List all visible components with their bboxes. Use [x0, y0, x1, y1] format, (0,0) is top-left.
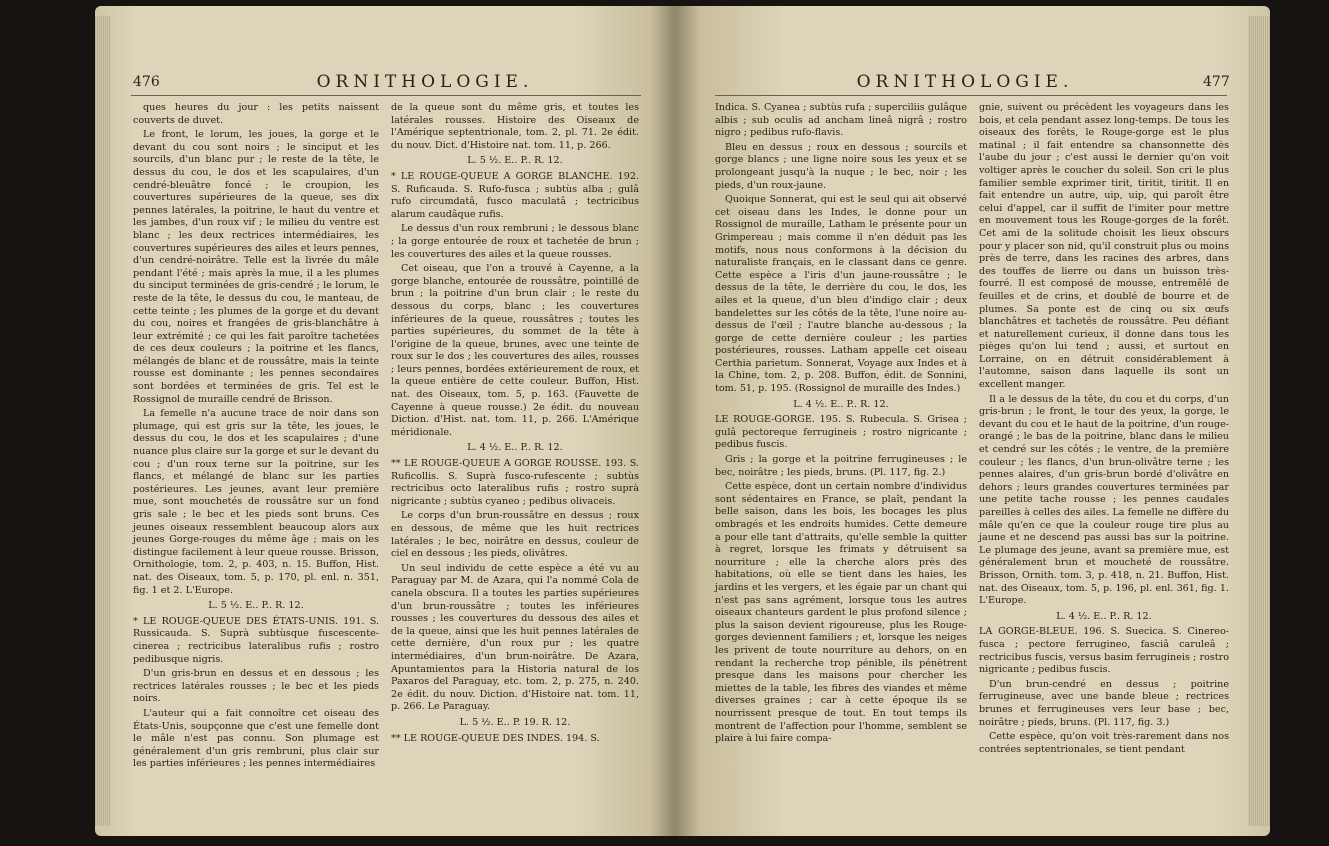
left-page-edges — [95, 16, 111, 826]
species-heading: * LE ROUGE-QUEUE DES ÉTATS-UNIS. 191. S. Russicauda. S. Suprà subtùsque fuscescente-cinerea ; rectricibus lateralibus rufis ; rostro pedibusque nigris. — [133, 615, 379, 665]
paragraph: de la queue sont du même gris, et toutes les latérales rousses. Histoire des Oiseaux de l'Amérique septentrionale, tom. 2, pl. 71. 2e édit. du nouv. Dict. d'Histoire nat. tom. 11, p. 266. — [391, 102, 639, 151]
paragraph: La femelle n'a aucune trace de noir dans son plumage, qui est gris sur la tête, les joues, le dessus du cou, le dos et les scapulaires ; d'une nuance plus claire sur la gorge et sur le devant du cou ; d'un roux terne sur la poitrine, sur les flancs, et mélangé de blanc sur les parties postérieures. Les jeunes, avant leur première mue, sont mouchetés de roussâtre sur un fond gris sale ; le bec et les pieds sont bruns. Ces jeunes oiseaux ressemblent beaucoup alors aux jeunes Gorge-rouges du même âge ; mais on les distingue facilement à leur queue rousse. Brisson, Ornithologie, tom. 2, p. 403, n. 15. Buffon, Hist. nat. des Oiseaux, tom. 5, p. 170, pl. enl. n. 351, fig. 1 et 2. L'Europe. — [133, 408, 379, 596]
right-page-edges — [1248, 16, 1270, 826]
paragraph: Indica. S. Cyanea ; subtùs rufa ; superciliis gulâque albis ; sub oculis ad ancham lineâ nigrâ ; rostro nigro ; pedibus rufo-flavis. — [715, 102, 967, 139]
paragraph: Cette espèce, qu'on voit très-rarement dans nos contrées septentrionales, se tient pendant — [979, 731, 1229, 755]
paragraph: Le corps d'un brun-roussâtre en dessus ; roux en dessous, de même que les huit rectrices latérales ; le bec, noirâtre en dessus, couleur de ciel en dessous ; les pieds, olivâtres. — [391, 510, 639, 560]
paragraph: D'un brun-cendré en dessus ; poitrine ferrugineuse, avec une bande bleue ; rectrices brunes et ferrugineuses vers leur base ; bec, noirâtre ; pieds, bruns. (Pl. 117, fig. 3.) — [979, 678, 1229, 728]
paragraph: gnie, suivent ou précèdent les voyageurs dans les bois, et cela pendant assez long-temps. De tous les oiseaux des forêts, le Rouge-gorge est le plus matinal ; il fait entendre sa chansonnette dès l'aube du jour ; c'est aussi le dernier qu'on voit voltiger après le coucher du soleil. Son cri le plus familier semble exprimer tirit, tiritit, tiritit. Il en fait entendre un autre, uip, uip, qui paroît être celui d'appel, car il suffit de l'imiter pour mettre en mouvement tous les Rouge-gorges de la forêt. Cet ami de la solitude choisit les lieux obscurs pour y placer son nid, qu'il construit plus ou moins près de terre, dans les racines des arbres, dans des touffes de lierre ou dans un buisson très-fourré. Il est composé de mousse, entremêlé de feuilles et de crins, et doublé de bourre et de plumes. Sa ponte est de cinq ou six œufs blanchâtres et tachetés de roussâtre. Peu défiant et naturellement curieux, il donne dans tous les pièges qu'on lui tend ; aussi, et surtout en Lorraine, on en détruit considérablement à l'automne, saison dans laquelle ils sont un excellent manger. — [979, 102, 1229, 391]
running-head-right: ORNITHOLOGIE. — [856, 72, 1074, 92]
paragraph: Quoique Sonnerat, qui est le seul qui ait observé cet oiseau dans les Indes, le donne pour un Rossignol de muraille, Latham le présente pour un Grimpereau ; mais comme il n'en déduit pas les motifs, nous nous conformons à la décision du naturaliste français, en le classant dans ce genre. Cette espèce a l'iris d'un jaune-roussâtre ; le dessus de la tête, le derrière du cou, le dos, les ailes et la queue, d'un bleu d'indigo clair ; deux bandelettes sur les côtés de la tête, l'une noire au-dessus de l'œil ; l'autre blanche au-dessous ; la gorge de cette dernière couleur ; les parties postérieures, rousses. Latham appelle cet oiseau Certhia parietum. Sonnerat, Voyage aux Indes et à la Chine, tom. 2, p. 208. Buffon, édit. de Sonnini, tom. 51, p. 195. (Rossignol de muraille des Indes.) — [715, 194, 967, 395]
paragraph: Il a le dessus de la tête, du cou et du corps, d'un gris-brun ; le front, le tour des yeux, la gorge, le devant du cou et le haut de la poitrine, d'un rouge-orangé ; le bas de la poitrine, blanc dans le milieu et cendré sur les côtés ; le ventre, de la première couleur ; les flancs, d'un brun-olivâtre terne ; les pennes alaires, d'un gris-brun bordé d'olivâtre en dehors ; leurs grandes couvertures terminées par une petite tache rousse ; les pennes caudales pareilles à celles des ailes. La femelle ne diffère du mâle qu'en ce que la couleur rouge tire plus au jaune et ne descend pas aussi bas sur la poitrine. Le plumage des jeune, avant sa première mue, est généralement brun et moucheté de roussâtre. Brisson, Ornith. tom. 3, p. 418, n. 21. Buffon, Hist. nat. des Oiseaux, tom. 5, p. 196, pl. enl. 361, fig. 1. L'Europe. — [979, 393, 1229, 607]
left-page — [95, 6, 675, 836]
right-page-column-1 — [715, 102, 967, 748]
paragraph: L'auteur qui a fait connoître cet oiseau des États-Unis, soupçonne que c'est une femelle dont le mâle n'est pas connu. Son plumage est généralement d'un gris rembruni, plus clair sur les parties inférieures ; les pennes intermédiaires — [133, 707, 379, 770]
measurement-line: L. 5 ½. E.. P. 19. R. 12. — [459, 716, 571, 728]
right-page — [675, 6, 1270, 836]
measurement-line: L. 4 ½. E.. P.. R. 12. — [467, 442, 563, 454]
measurement-line: L. 5 ½. E.. P.. R. 12. — [467, 155, 563, 167]
species-heading: ** LE ROUGE-QUEUE DES INDES. 194. S. — [391, 732, 600, 744]
paragraph: Bleu en dessus ; roux en dessous ; sourcils et gorge blancs ; une ligne noire sous les yeux et se prolongeant jusqu'à la nuque ; le bec, noir ; les pieds, d'un roux-jaune. — [715, 141, 967, 191]
right-page-column-2 — [979, 102, 1229, 758]
page-number-right: 477 — [1203, 74, 1230, 90]
species-heading: * LE ROUGE-QUEUE A GORGE BLANCHE. 192. S. Ruficauda. S. Rufo-fusca ; subtùs alba ; gulâ rufo circumdatâ, fusco maculatâ ; tectricibus alarum caudâque rufis. — [391, 170, 639, 220]
paragraph: Le dessus d'un roux rembruni ; le dessous blanc ; la gorge entourée de roux et tachetée de brun ; les couvertures des ailes et la queue rousses. — [391, 223, 639, 260]
open-book — [95, 6, 1270, 836]
paragraph: Un seul individu de cette espèce a été vu au Paraguay par M. de Azara, qui l'a nommé Cola de canela obscura. Il a toutes les parties supérieures d'un brun-roussâtre ; toutes les inférieures rousses ; les couvertures du dessous des ailes et de la queue, ainsi que les huit pennes latérales de cette dernière, d'un roux pur ; les quatre intermédiaires, d'un brun-noirâtre. De Azara, Apuntamientos para la Historia natural de los Paxaros del Paraguay, etc. tom. 2, p. 275, n. 240. 2e édit. du nouv. Diction. d'Histoire nat. tom. 11, p. 266. Le Paraguay. — [391, 562, 639, 713]
left-page-column-2 — [391, 102, 639, 747]
species-heading: LA GORGE-BLEUE. 196. S. Suecica. S. Cinereo-fusca ; pectore ferrugineo, fasciâ caruleâ ; rectricibus fuscis, versus basim ferrugineis ; rostro nigricante ; pedibus fuscis. — [979, 626, 1229, 676]
paragraph: ques heures du jour : les petits naissent couverts de duvet. — [133, 102, 379, 126]
paragraph: Gris ; la gorge et la poitrine ferrugineuses ; le bec, noirâtre ; les pieds, bruns. (Pl. 117, fig. 2.) — [715, 454, 967, 478]
paragraph: Cet oiseau, que l'on a trouvé à Cayenne, a la gorge blanche, entourée de roussâtre, pointillé de brun ; la poitrine d'un brun clair ; le reste du dessous du corps, blanc ; les couvertures inférieures de la queue, roussâtres ; toutes les parties supérieures, du sommet de la tête à l'origine de la queue, brunes, avec une teinte de roux sur le dos ; les couvertures des ailes, rousses ; leurs pennes, bordées extérieurement de roux, et la queue entière de cette couleur. Buffon, Hist. nat. des Oiseaux, tom. 5, p. 163. (Fauvette de Cayenne à queue rousse.) 2e édit. du nouveau Diction. d'Hist. nat. tom. 11, p. 266. L'Amérique méridionale. — [391, 263, 639, 438]
running-head-left: ORNITHOLOGIE. — [316, 72, 534, 92]
species-heading: LE ROUGE-GORGE. 195. S. Rubecula. S. Grisea ; gulâ pectoreque ferrugineis ; rostro nigricante ; pedibus fuscis. — [715, 414, 967, 451]
header-rule-left — [131, 95, 641, 96]
paragraph: Le front, le lorum, les joues, la gorge et le devant du cou sont noirs ; le sinciput et les sourcils, d'un blanc pur ; le reste de la tête, le dessus du cou, le dos et les scapulaires, d'un cendré-bleuâtre foncé ; le croupion, les couvertures supérieures de la queue, ses dix pennes latérales, la poitrine, le haut du ventre et les jambes, d'un roux vif ; le milieu du ventre est blanc ; les deux rectrices intermédiaires, les couvertures supérieures des ailes et leurs pennes, d'un cendré-noirâtre. Telle est la livrée du mâle pendant l'été ; mais après la mue, il a les plumes du sinciput terminées de gris-cendré ; le lorum, le reste de la tête, le dessus du cou, le manteau, de cette teinte ; les plumes de la gorge et du devant du cou, noires et frangées de gris-blanchâtre à leur extrémité ; ce qui les fait paroître tachetées de ces deux couleurs ; la poitrine et les flancs, mélangés de blanc et de roussâtre, mais la teinte rousse est dominante ; les pennes secondaires sont bordées et terminées de gris. Tel est le Rossignol de muraille cendré de Brisson. — [133, 129, 379, 405]
measurement-line: L. 4 ½. E.. P.. R. 12. — [793, 398, 889, 410]
page-number-left: 476 — [133, 74, 160, 90]
measurement-line: L. 5 ½. E.. P.. R. 12. — [208, 600, 304, 612]
paragraph: D'un gris-brun en dessus et en dessous ; les rectrices latérales rousses ; le bec et les pieds noirs. — [133, 668, 379, 705]
left-page-column-1 — [133, 102, 379, 773]
species-heading: ** LE ROUGE-QUEUE A GORGE ROUSSE. 193. S. Ruficollis. S. Suprà fusco-rufescente ; subtùs rectricibus octo lateralibus rufis ; rostro suprà nigricante ; subtùs cyaneo ; pedibus olivaceis. — [391, 458, 639, 507]
paragraph: Cette espèce, dont un certain nombre d'individus sont sédentaires en France, se plaît, pendant la belle saison, dans les bois, les bocages les plus ombragés et les endroits humides. Cette demeure a pour elle tant d'attraits, qu'elle semble la quitter à regret, lorsque les frimats y détruisent sa nourriture ; elle la cherche alors près des habitations, où elle se tient dans les haies, les jardins et les vergers, et les égaie par un chant qui n'est pas sans agrément, lorsque tous les autres oiseaux chanteurs gardent le plus profond silence ; plus la saison devient rigoureuse, plus les Rouge-gorges deviennent familiers ; et, lorsque les neiges les privent de toute nourriture au dehors, on en rendant la recherche trop pénible, ils pénètrent presque dans les maisons pour chercher les miettes de la table, les fibres des viandes et même diverses graines ; car à cette époque ils se nourrissent presque de tout. En tout temps ils montrent de l'affection pour l'homme, semblent se plaire à lui faire compa- — [715, 481, 967, 745]
header-rule-right — [715, 95, 1227, 96]
measurement-line: L. 4 ½. E.. P.. R. 12. — [1056, 610, 1152, 622]
